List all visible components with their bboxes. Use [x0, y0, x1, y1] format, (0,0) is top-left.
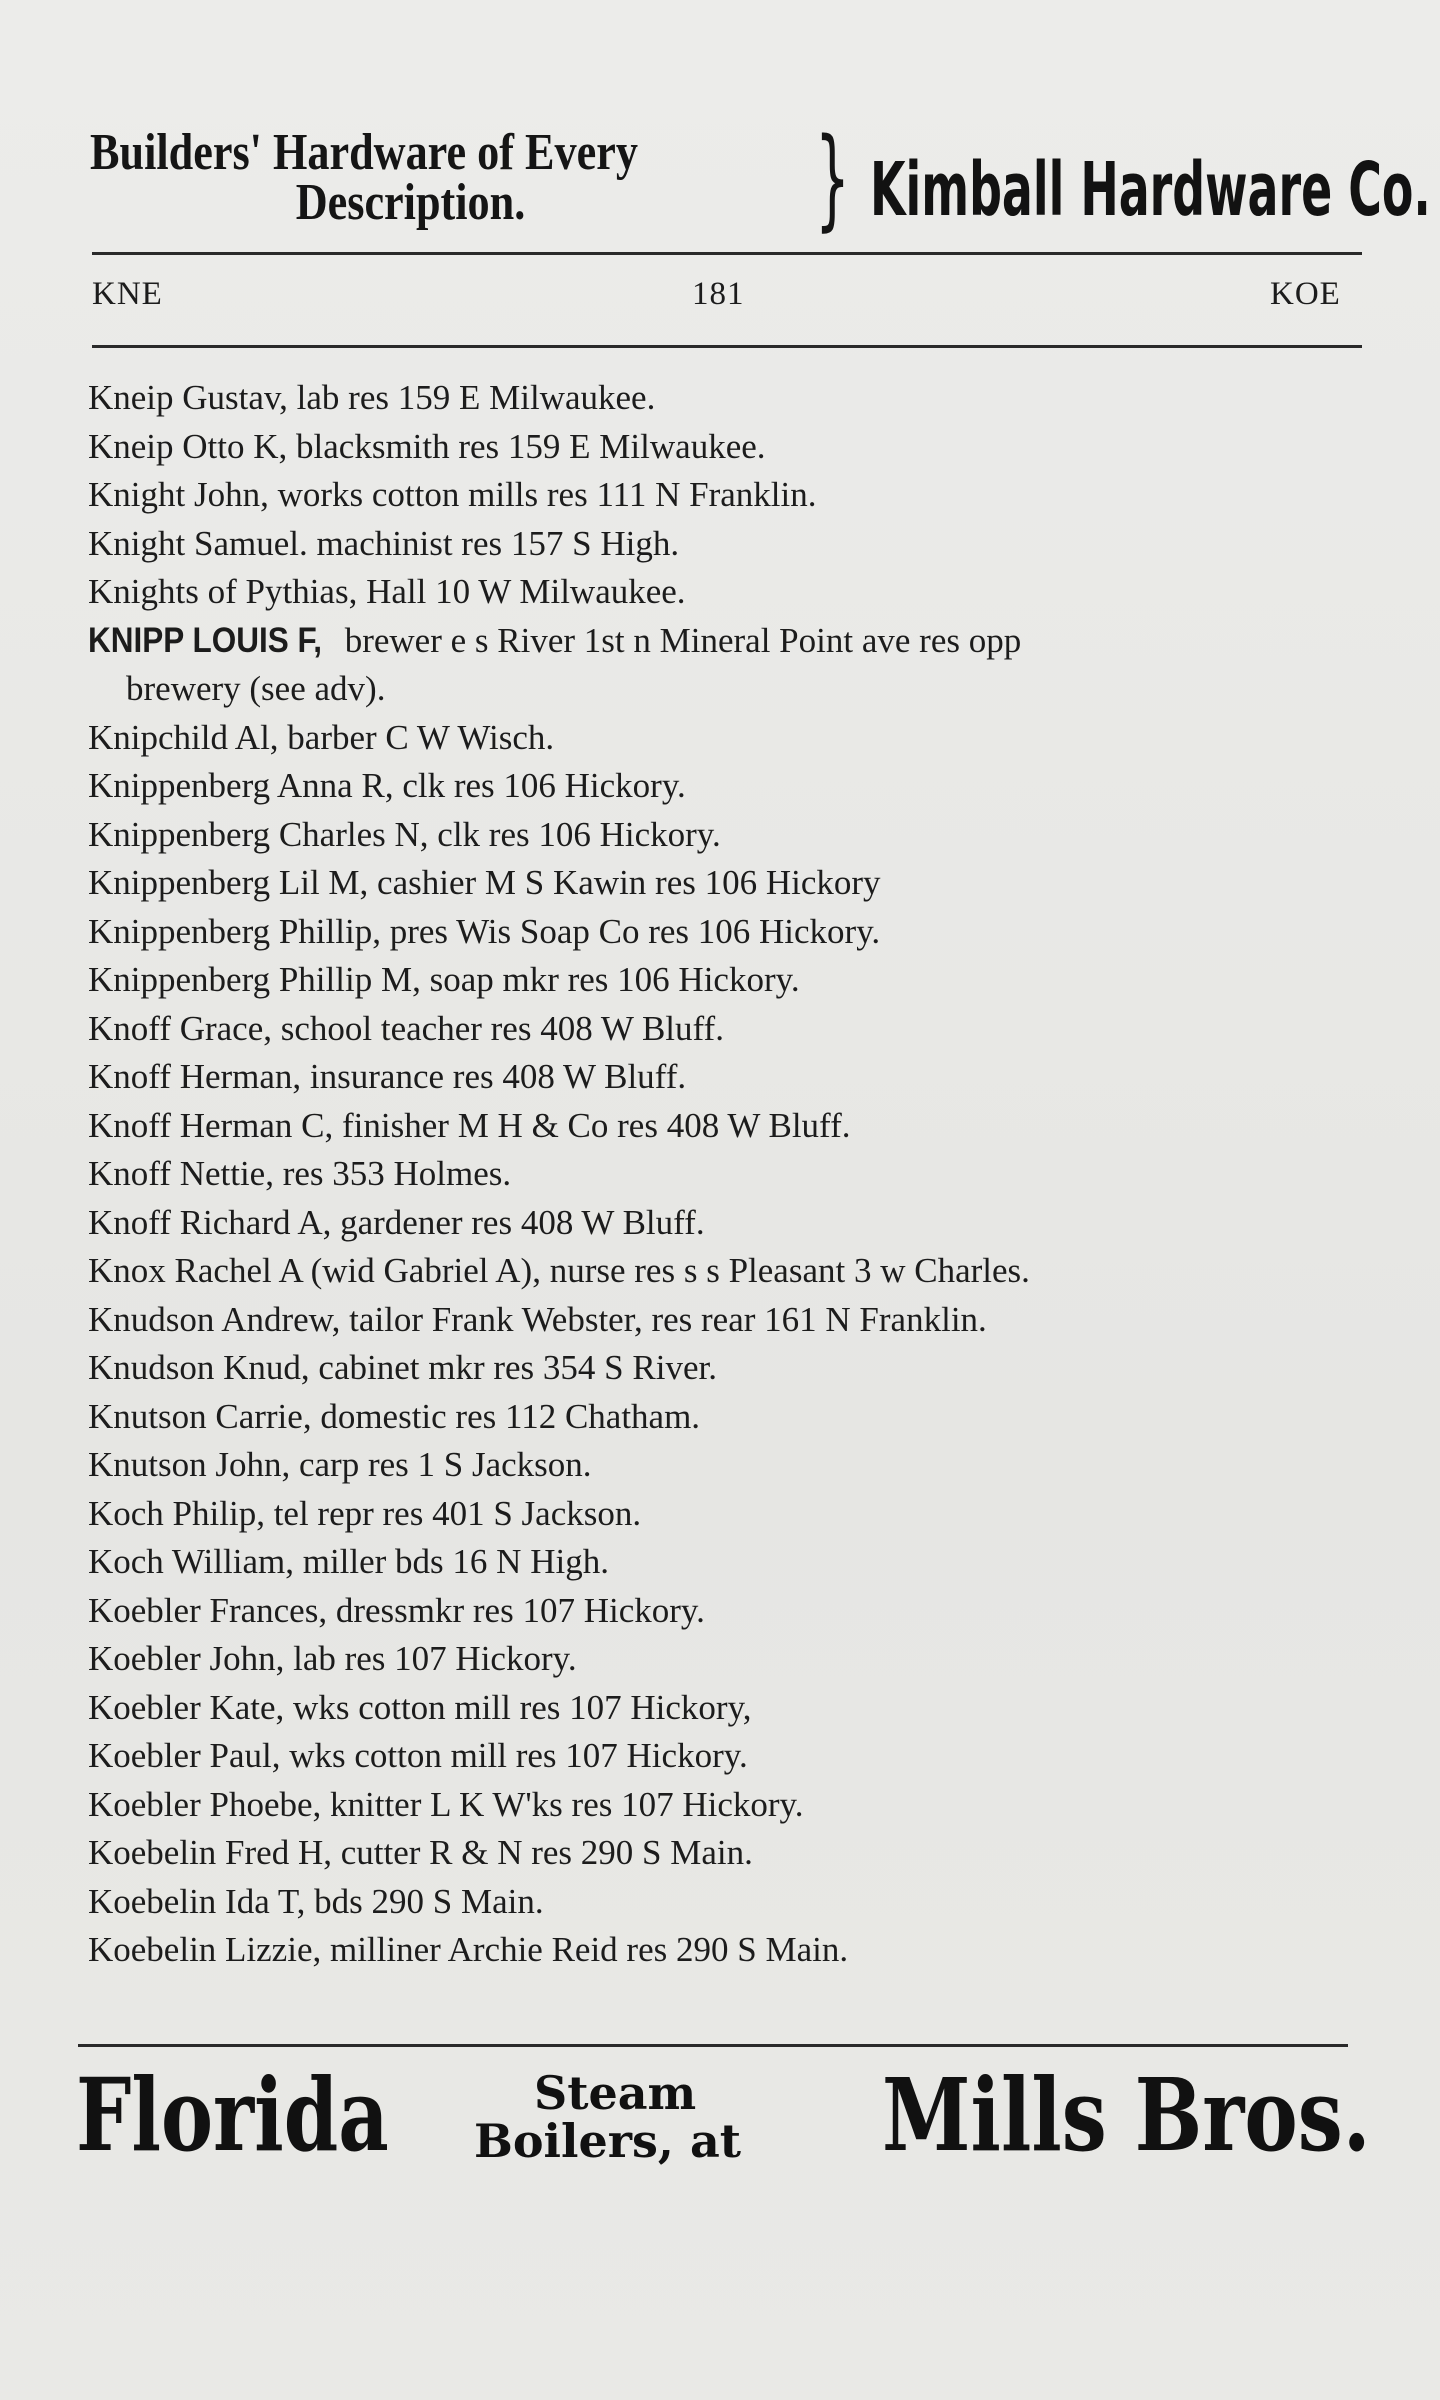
header-ad-line1: Builders' Hardware of Every [90, 124, 638, 181]
list-item: Knight John, works cotton mills res 111 N Franklin. [88, 475, 817, 514]
list-item-featured [88, 617, 1378, 714]
list-item: Koebelin Ida T, bds 290 S Main. [88, 1881, 544, 1921]
footer-ad-middle [474, 2066, 741, 2168]
list-item: Knox Rachel A (wid Gabriel A), nurse res s s Pleasant 3 w Charles. [88, 1251, 1030, 1290]
list-item: Knoff Richard A, gardener res 408 W Bluff. [88, 1202, 705, 1242]
featured-entry-continuation: brewery (see adv). [126, 669, 386, 708]
header-rule-bottom [92, 345, 1362, 348]
list-item: Knights of Pythias, Hall 10 W Milwaukee. [88, 572, 686, 611]
list-item: Koebelin Lizzie, milliner Archie Reid res 290 S Main. [88, 1930, 849, 1969]
footer-ad-florida: Florida [76, 2056, 389, 2174]
page-number: 181 [692, 276, 745, 312]
footer-rule [78, 2044, 1348, 2047]
list-item: Knoff Nettie, res 353 Holmes. [88, 1154, 512, 1193]
header-ad-tagline [90, 124, 638, 231]
footer-ad-steam: Steam [534, 2066, 697, 2120]
list-item: Knippenberg Phillip, pres Wis Soap Co res 106 Hickory. [88, 911, 881, 951]
list-item: Knutson John, carp res 1 S Jackson. [88, 1445, 592, 1484]
list-item: Knudson Knud, cabinet mkr res 354 S River. [88, 1348, 717, 1387]
running-head-right: KOE [1270, 276, 1341, 312]
list-item: Koch Philip, tel repr res 401 S Jackson. [88, 1493, 642, 1533]
list-item: Knippenberg Anna R, clk res 106 Hickory. [88, 766, 686, 805]
list-item: Knoff Grace, school teacher res 408 W Bluff. [88, 1008, 724, 1048]
list-item: Knudson Andrew, tailor Frank Webster, res rear 161 N Franklin. [88, 1299, 987, 1339]
list-item: Knight Samuel. machinist res 157 S High. [88, 523, 680, 563]
list-item: Kneip Gustav, lab res 159 E Milwaukee. [88, 378, 656, 417]
footer-advertisement [76, 2056, 1371, 2180]
list-item: Knippenberg Charles N, clk res 106 Hickory. [88, 814, 721, 854]
running-head-left: KNE [92, 276, 163, 312]
header-ad-brace: } [815, 114, 850, 242]
list-item: Koebler John, lab res 107 Hickory. [88, 1639, 577, 1678]
directory-entries [88, 374, 1378, 1975]
list-item: Knutson Carrie, domestic res 112 Chatham. [88, 1396, 701, 1436]
list-item: Koebler Paul, wks cotton mill res 107 Hickory. [88, 1736, 748, 1775]
header-advertisement [90, 114, 1431, 248]
footer-ad-boilers: Boilers, at [474, 2114, 741, 2168]
list-item: Knippenberg Lil M, cashier M S Kawin res 106 Hickory [88, 863, 881, 902]
list-item: Koebler Phoebe, knitter L K W'ks res 107 Hickory. [88, 1784, 804, 1824]
list-item: Koch William, miller bds 16 N High. [88, 1542, 609, 1581]
list-item: Kneip Otto K, blacksmith res 159 E Milwaukee. [88, 426, 766, 466]
footer-ad-company: Mills Bros. [882, 2056, 1371, 2174]
featured-entry-text: brewer e s River 1st n Mineral Point ave res opp [335, 620, 1022, 660]
header-rule-top [92, 252, 1362, 255]
featured-entry-name: KNIPP LOUIS F, [88, 620, 322, 660]
list-item: Koebelin Fred H, cutter R & N res 290 S Main. [88, 1833, 753, 1872]
list-item: Knoff Herman C, finisher M H & Co res 408 W Bluff. [88, 1105, 851, 1145]
list-item: Knipchild Al, barber C W Wisch. [88, 717, 555, 757]
list-item: Koebler Frances, dressmkr res 107 Hickory. [88, 1590, 705, 1630]
header-ad-company: Kimball Hardware Co. [870, 147, 1431, 233]
header-ad-line2: Description. [295, 174, 526, 231]
list-item: Knippenberg Phillip M, soap mkr res 106 Hickory. [88, 960, 800, 999]
list-item: Knoff Herman, insurance res 408 W Bluff. [88, 1057, 687, 1096]
list-item: Koebler Kate, wks cotton mill res 107 Hickory, [88, 1687, 752, 1727]
